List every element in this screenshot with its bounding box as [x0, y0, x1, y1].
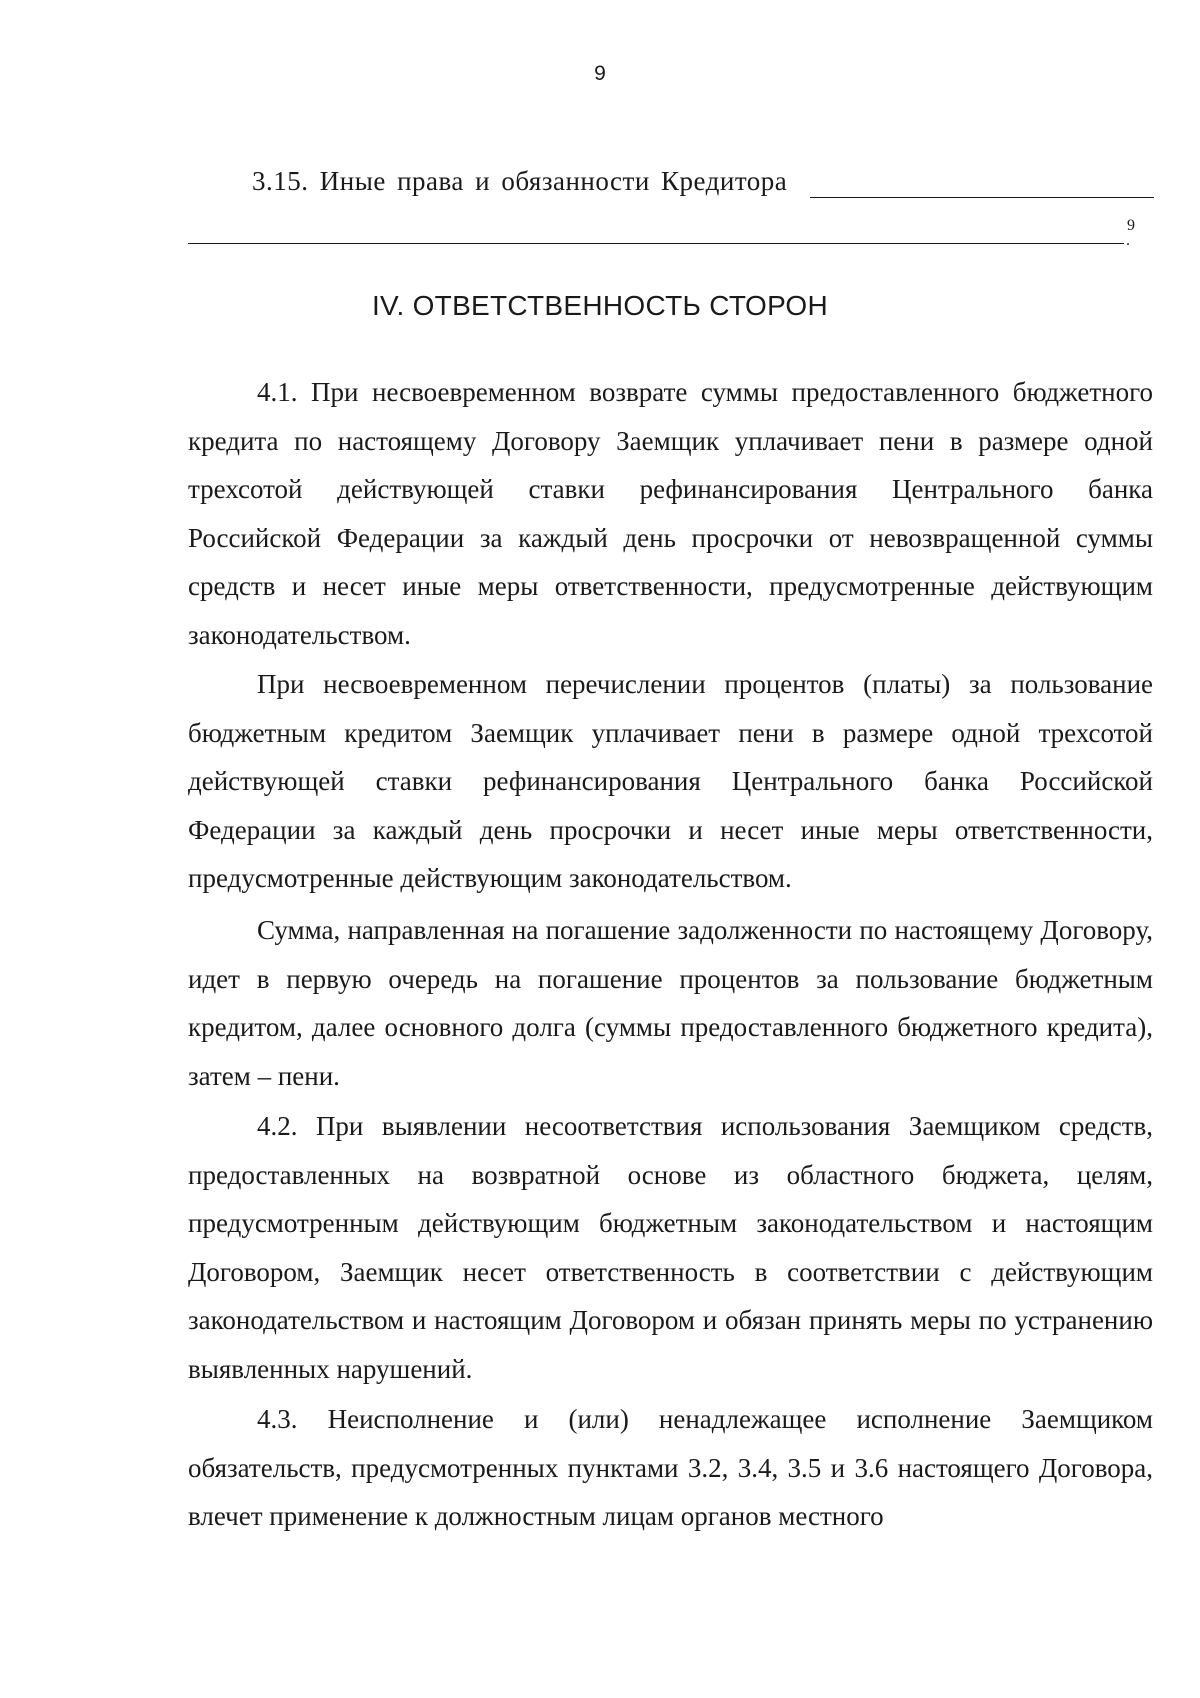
- paragraph-payment-order: Сумма, направленная на погашение задолженности по настоящему Договору, идет в первую очередь на погашение процентов за пользование бюджетным кредитом, далее основного долга (суммы предоставленного бюджетного кредита), затем – пени.: [188, 915, 1153, 1091]
- page-number: 9: [594, 62, 606, 85]
- item-3-15-text: 3.15. Иные права и обязанности Кредитора: [252, 166, 788, 196]
- paragraph-4-2: 4.2. При выявлении несоответствия использования Заемщиком средств, предоставленных на возвратной основе из областного бюджета, целям, предусмотренным действующим бюджетным законодательством и настоящим Договором, Заемщик несет ответственность в соответствии с действующим законодательством и настоящим Договором и обязан принять меры по устранению выявленных нарушений.: [188, 1111, 1153, 1384]
- footnote-mark: 9: [1127, 217, 1135, 234]
- paragraph-4-3: 4.3. Неисполнение и (или) ненадлежащее исполнение Заемщиком обязательств, предусмотренных пунктами 3.2, 3.4, 3.5 и 3.6 настоящего Договора, влечет применение к должностным лицам органов местного: [188, 1404, 1153, 1531]
- paragraph-4-1: 4.1. При несвоевременном возврате суммы предоставленного бюджетного кредита по настоящему Договору Заемщик уплачивает пени в размере одной трехсотой действующей ставки рефинансирования Центрального банка Российской Федерации за каждый день просрочки от невозвращенной суммы средств и несет иные меры ответственности, предусмотренные действующим законодательством.: [188, 377, 1153, 650]
- end-punctuation: .: [1126, 232, 1130, 249]
- fill-in-line: [810, 197, 1154, 198]
- fill-in-line-continued: [188, 243, 1124, 244]
- paragraph-interest-penalty: При несвоевременном перечислении процентов (платы) за пользование бюджетным кредитом Заемщик уплачивает пени в размере одной трехсотой действующей ставки рефинансирования Центрального банка Российской Федерации за каждый день просрочки и несет иные меры ответственности, предусмотренные действующим законодательством.: [188, 669, 1153, 893]
- section-heading: IV. ОТВЕТСТВЕННОСТЬ СТОРОН: [371, 290, 829, 321]
